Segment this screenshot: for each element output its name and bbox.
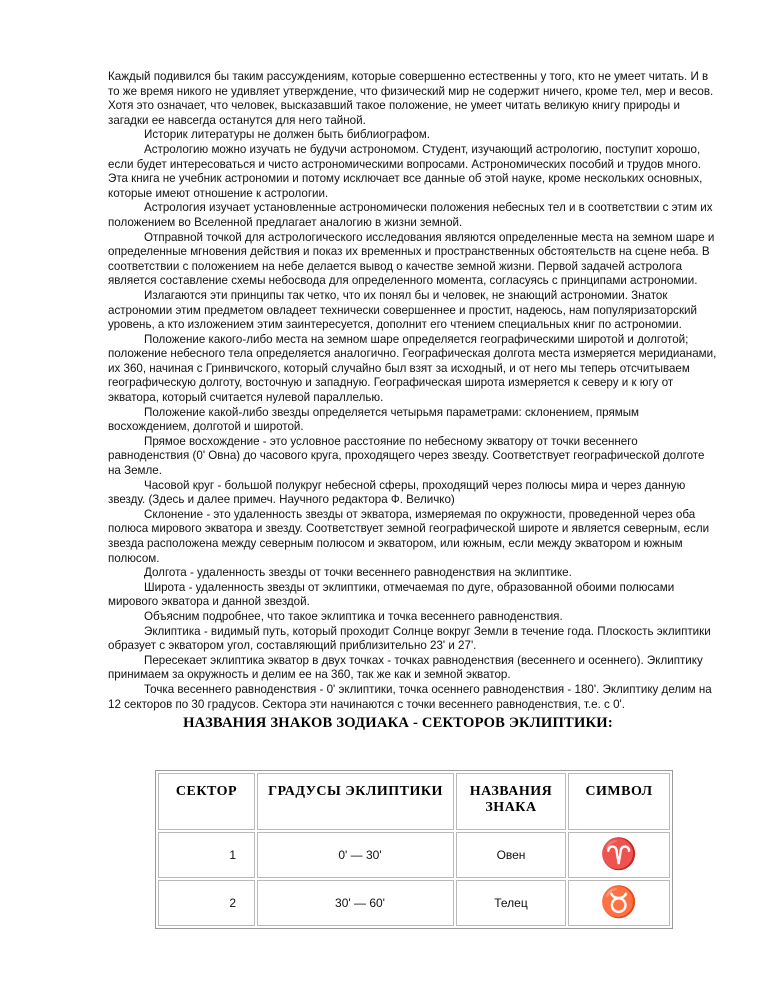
table-row xyxy=(158,880,670,926)
sign-name-cell: Телец xyxy=(456,880,566,926)
paragraph-3: Астрологию можно изучать не будучи астрономом. Студент, изучающий астрологию, поступит хорошо, если будет интересоваться и чисто астрономическими вопросами. Астрономических пособий и трудов много. Эта книга не учебник астрономии и потому исключает все данные об этой науке, кроме нескольких основных, которые имеют отношение к астрологии. xyxy=(108,142,703,200)
sector-cell: 2 xyxy=(158,880,255,926)
paragraph-17: Точка весеннего равноденствия - 0' эклиптики, точка осеннего равноденствия - 180'. Эклиптику делим на 12 секторов по 30 градусов. Сектора эти начинаются с точки весеннего равноденствия, т.е. с 0'. xyxy=(108,682,712,711)
document-body xyxy=(108,70,720,731)
paragraph-1: Каждый подивился бы таким рассуждениям, которые совершенно естественны у того, кто не умеет читать. И в то же время никого не удивляет утверждение, что физический мир не содержит ничего, кроме тел, мер и весов. Хотя это означает, что человек, высказавший такое положение, не умеет читать великую книгу природы и загадки ее навсегда останутся для него тайной. xyxy=(108,70,714,127)
paragraph-6: Излагаются эти принципы так четко, что их понял бы и человек, не знающий астрономии. Знаток астрономии этим предметом овладеет технически совершеннее и простит, надеюсь, нам популяризаторский уровень, а кто изложением этим заинтересуется, дополнит его чтением специальных книг по астрономии. xyxy=(108,288,697,332)
paragraph-8: Положение какой-либо звезды определяется четырьмя параметрами: склонением, прямым восхождением, долготой и широтой. xyxy=(108,405,640,434)
paragraph-9: Прямое восхождение - это условное расстояние по небесному экватору от точки весеннего равноденствия (0' Овна) до часового круга, проходящего через звезду. Соответствует географической долготе на Земле. xyxy=(108,434,705,478)
table-title: НАЗВАНИЯ ЗНАКОВ ЗОДИАКА - СЕКТОРОВ ЭКЛИПТИКИ: xyxy=(183,715,613,732)
paragraph-4: Астрология изучает установленные астрономически положения небесных тел и в соответствии с этим их положением во Вселенной предлагает аналогию в жизни земной. xyxy=(108,201,713,229)
paragraph-10: Часовой круг - большой полукруг небесной сферы, проходящий через полюсы мира и через данную звезду. (Здесь и далее примеч. Научного редактора Ф. Величко) xyxy=(108,478,686,507)
taurus-icon: ♉ xyxy=(600,885,638,920)
paragraph-11: Склонение - это удаленность звезды от экватора, измеряемая по окружности, проведенной через оба полюса мирового экватора и звезду. Соответствует земной географической широте и является северным, если звезда расположена между северным полюсом и экватором, или южным, если между экватором и южным полюсом. xyxy=(108,507,710,565)
table-header-row xyxy=(158,773,670,830)
aries-icon: ♈ xyxy=(600,837,638,872)
paragraph-16: Пересекает эклиптика экватор в двух точках - точках равноденствия (весеннего и осеннего). Эклиптику принимаем за окружность и делим ее на 360, так же как и земной экватор. xyxy=(108,653,703,682)
header-degrees: ГРАДУСЫ ЭКЛИПТИКИ xyxy=(257,773,454,830)
header-sector: СЕКТОР xyxy=(158,773,255,830)
zodiac-table xyxy=(155,770,673,929)
paragraph-13: Широта - удаленность звезды от эклиптики, отмечаемая по дуге, образованной обоими полюсами мирового экватора и данной звездой. xyxy=(108,580,675,609)
sign-name-cell: Овен xyxy=(456,832,566,878)
paragraph-15: Эклиптика - видимый путь, который проходит Солнце вокруг Земли в течение года. Плоскость эклиптики образует с экватором угол, составляющий приблизительно 23' и 27'. xyxy=(108,624,711,653)
header-sign-name: НАЗВАНИЯ ЗНАКА xyxy=(456,773,566,830)
table-row xyxy=(158,832,670,878)
paragraph-5: Отправной точкой для астрологического исследования являются определенные места на земном шаре и определенные мгновения действия и показ их временных и пространственных обстоятельств на сцене неба. В соответствии с положением на небе делается вывод о качестве земной жизни. Первой задачей астролога является составление схемы небосвода для определенного момента, согласуясь с принципами астрономии. xyxy=(108,230,715,288)
symbol-cell xyxy=(568,880,670,926)
degrees-cell: 30' — 60' xyxy=(257,880,454,926)
degrees-cell: 0' — 30' xyxy=(257,832,454,878)
sector-cell: 1 xyxy=(158,832,255,878)
paragraph-7: Положение какого-либо места на земном шаре определяется географическими широтой и долготой; положение небесного тела определяется аналогично. Географическая долгота места измеряется меридианами, их 360, начиная с Гринвичского, который случайно был взят за исходный, и от него мы теперь отсчитываем географическую долготу, восточную и западную. Географическая широта измеряется к северу и к югу от экватора, который считается нулевой параллелью. xyxy=(108,332,717,405)
paragraph-12: Долгота - удаленность звезды от точки весеннего равноденствия на эклиптике. xyxy=(144,566,572,580)
paragraph-2: Историк литературы не должен быть библиографом. xyxy=(144,128,430,142)
header-symbol: СИМВОЛ xyxy=(568,773,670,830)
paragraph-14: Объясним подробнее, что такое эклиптика и точка весеннего равноденствия. xyxy=(144,609,563,623)
symbol-cell xyxy=(568,832,670,878)
